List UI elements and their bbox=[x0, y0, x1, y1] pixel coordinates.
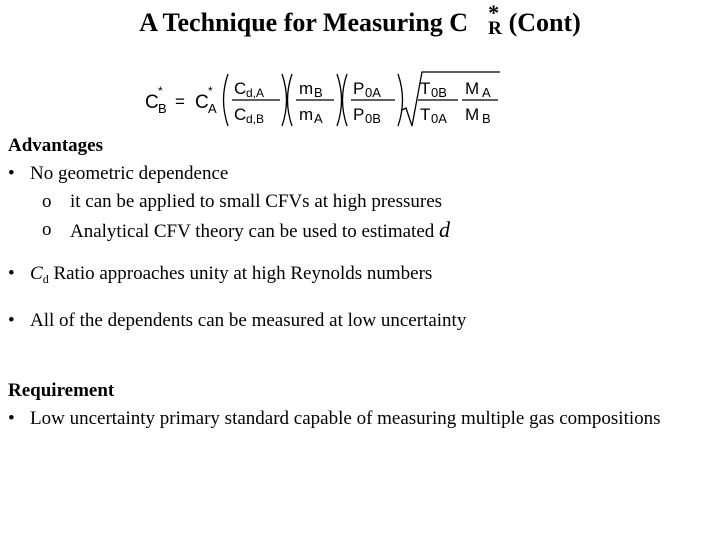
f1-num-sub: d,A bbox=[246, 86, 265, 100]
f5-num: M bbox=[465, 79, 480, 98]
formula-rhs-star: * bbox=[208, 84, 213, 98]
slide-title bbox=[0, 0, 720, 39]
f4-num: T bbox=[420, 79, 431, 98]
title-subscript: R bbox=[488, 18, 502, 39]
f4-den-sub: 0A bbox=[431, 111, 447, 126]
f3-den-sub: 0B bbox=[365, 111, 381, 126]
f1-den: C bbox=[234, 105, 247, 124]
paren-left-1 bbox=[224, 74, 229, 126]
list-subitem bbox=[8, 188, 708, 216]
advantage-text: Ratio approaches unity at high Reynolds numbers bbox=[53, 263, 433, 284]
slide-body bbox=[8, 132, 708, 433]
paren-left-2 bbox=[288, 74, 293, 126]
equation bbox=[140, 68, 510, 132]
list-item bbox=[8, 405, 708, 433]
formula-lhs-sub: B bbox=[158, 101, 167, 116]
f4-den: T bbox=[420, 105, 431, 124]
bullet-marker: • bbox=[8, 163, 15, 184]
cd-symbol-sub: d bbox=[42, 272, 49, 286]
f3-den: P bbox=[353, 105, 365, 124]
paren-left-3 bbox=[343, 74, 348, 126]
title-prefix: A Technique for Measuring C bbox=[139, 8, 469, 37]
paren-right-3 bbox=[398, 74, 403, 126]
bullet-marker: • bbox=[8, 408, 15, 429]
list-subitem bbox=[8, 216, 708, 246]
f1-num: C bbox=[234, 79, 247, 98]
requirement-heading: Requirement bbox=[8, 380, 115, 401]
subitem-text: Analytical CFV theory can be used to estimated bbox=[70, 221, 435, 242]
bullet-marker: • bbox=[8, 310, 15, 331]
f2-den: m bbox=[299, 105, 314, 124]
title-cr-symbol bbox=[468, 0, 502, 39]
cd-symbol: C bbox=[30, 263, 43, 284]
paren-right-1 bbox=[282, 74, 287, 126]
f4-num-sub: 0B bbox=[431, 85, 447, 100]
f2-num: m bbox=[299, 79, 314, 98]
requirement-text: Low uncertainty primary standard capable of measuring multiple gas compositions bbox=[30, 408, 661, 429]
subitem-text: it can be applied to small CFVs at high pressures bbox=[70, 191, 443, 212]
f2-den-sub: A bbox=[314, 111, 323, 126]
f5-num-sub: A bbox=[482, 85, 491, 100]
title-suffix: (Cont) bbox=[508, 8, 581, 37]
title-star: * bbox=[488, 0, 500, 25]
f1-den-sub: d,B bbox=[246, 112, 265, 126]
f5-den-sub: B bbox=[482, 111, 491, 126]
bullet-marker: • bbox=[8, 263, 15, 284]
advantage-text: No geometric dependence bbox=[30, 163, 229, 184]
advantage-text: All of the dependents can be measured at low uncertainty bbox=[30, 310, 467, 331]
list-item bbox=[8, 260, 708, 293]
sub-bullet-marker: o bbox=[42, 219, 52, 240]
formula-lhs-base: C bbox=[145, 92, 159, 113]
advantages-heading: Advantages bbox=[8, 135, 104, 156]
formula-equals: = bbox=[175, 92, 185, 111]
formula-rhs-base: C bbox=[195, 92, 209, 113]
f3-num-sub: 0A bbox=[365, 85, 381, 100]
list-item bbox=[8, 160, 708, 188]
paren-right-2 bbox=[337, 74, 342, 126]
formula-rhs-sub: A bbox=[208, 101, 217, 116]
f3-num: P bbox=[353, 79, 365, 98]
formula-lhs-star: * bbox=[158, 84, 163, 98]
list-item bbox=[8, 307, 708, 335]
sub-bullet-marker: o bbox=[42, 191, 52, 212]
f2-num-sub: B bbox=[314, 85, 323, 100]
subitem-symbol: d bbox=[439, 217, 451, 242]
f5-den: M bbox=[465, 105, 480, 124]
